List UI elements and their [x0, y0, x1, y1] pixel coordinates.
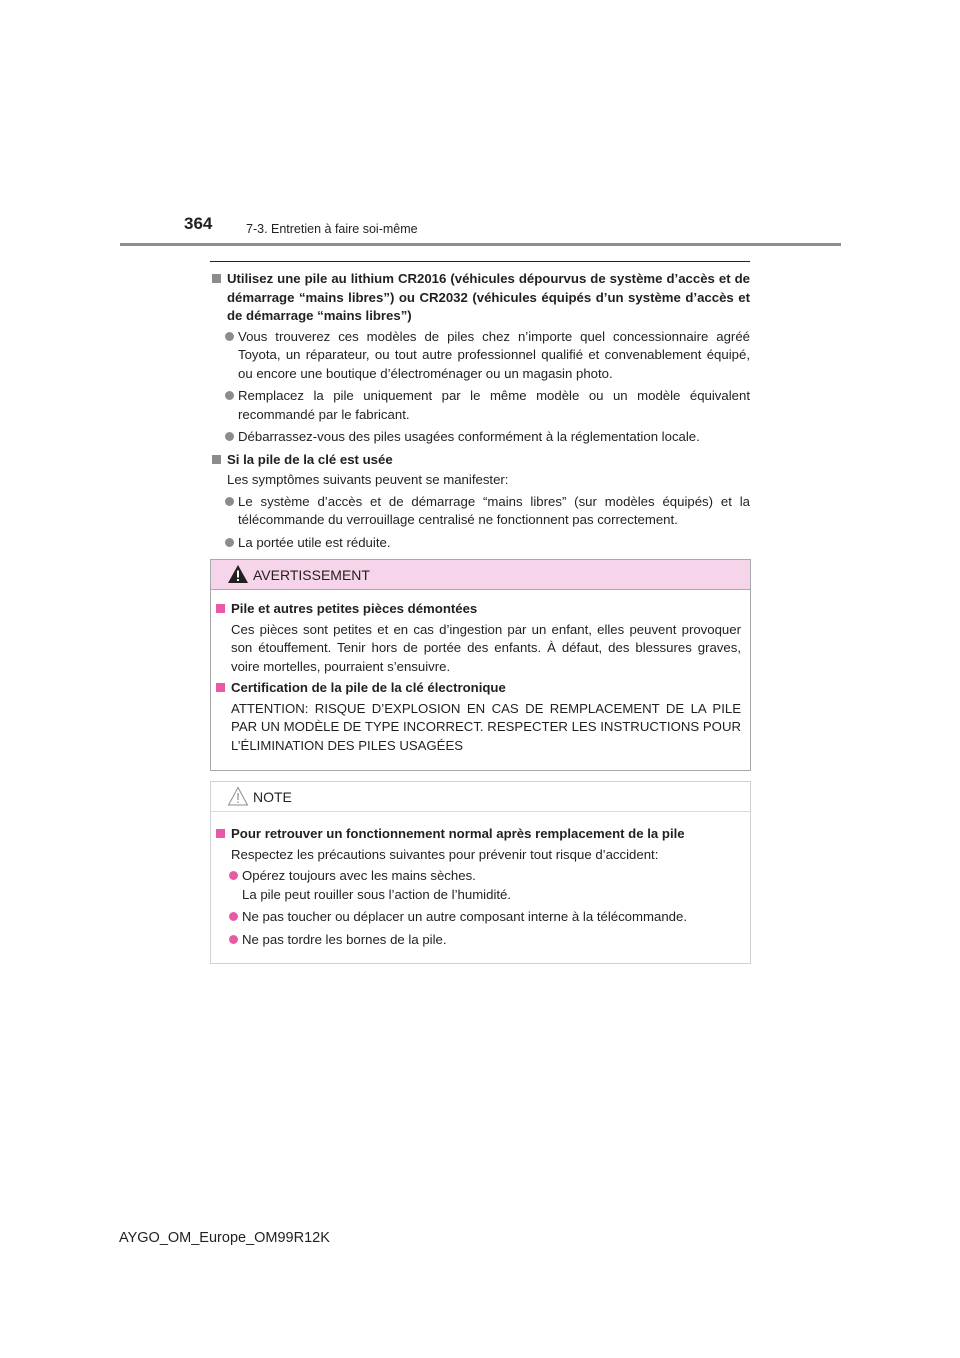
- list-item-text: La portée utile est réduite.: [238, 534, 391, 550]
- warning-label: AVERTISSEMENT: [253, 567, 370, 583]
- square-bullet-icon: [216, 829, 225, 838]
- subsection-title: Si la pile de la clé est usée: [227, 451, 393, 467]
- section-title: 7-3. Entretien à faire soi-même: [246, 222, 418, 236]
- square-bullet-icon: [216, 683, 225, 692]
- subsection-heading: [211, 451, 750, 470]
- note-header: [211, 782, 750, 812]
- caution-triangle-icon: [227, 786, 249, 806]
- list-item-text: Ne pas tordre les bornes de la pile.: [242, 931, 447, 947]
- list-item-text: Ne pas toucher ou déplacer un autre composant interne à la télécommande.: [242, 909, 687, 924]
- note-heading: [215, 825, 741, 844]
- note-box: [210, 781, 751, 964]
- round-bullet-icon: [229, 935, 238, 944]
- warning-body: [211, 590, 750, 755]
- round-bullet-icon: [229, 871, 238, 880]
- header-rule: [120, 243, 841, 246]
- list-item-text: La pile peut rouiller sous l’action de l’humidité.: [242, 886, 512, 902]
- list-item: [211, 387, 750, 424]
- round-bullet-icon: [225, 432, 234, 441]
- list-item: [211, 428, 750, 447]
- square-bullet-icon: [212, 455, 221, 464]
- round-bullet-icon: [225, 332, 234, 341]
- note-body: [211, 812, 750, 949]
- round-bullet-icon: [229, 912, 238, 921]
- list-item: [215, 908, 741, 927]
- round-bullet-icon: [225, 497, 234, 506]
- square-bullet-icon: [216, 604, 225, 613]
- list-item-text: Vous trouverez ces modèles de piles chez n’importe quel concessionnaire agréé Toyota, un réparateur, ou tout autre professionnel qualifié et convenablement équipé, ou encore une boutique d’électroménager ou un magasin photo.: [238, 328, 750, 381]
- list-item: [211, 493, 750, 530]
- subsection-title: Utilisez une pile au lithium CR2016 (véhicules dépourvus de système d’accès et de démarrage “mains libres”) ou CR2032 (véhicules équipés d’un système d’accès et de démarrage “mains libres”): [227, 271, 750, 323]
- note-intro: Respectez les précautions suivantes pour prévenir tout risque d’accident:: [231, 846, 659, 862]
- warning-box: [210, 559, 751, 771]
- round-bullet-icon: [225, 538, 234, 547]
- warning-item-text: Ces pièces sont petites et en cas d’ingestion par un enfant, elles peuvent provoquer son étouffement. Tenir hors de portée des enfants. À défaut, des blessures graves, voire mortelles, pourraient s’ensuivre.: [231, 621, 741, 674]
- list-item-text: Opérez toujours avec les mains sèches.: [242, 868, 476, 883]
- list-item: [215, 931, 741, 950]
- square-bullet-icon: [212, 274, 221, 283]
- footer-doc-id: AYGO_OM_Europe_OM99R12K: [119, 1230, 330, 1246]
- list-item: [211, 534, 750, 553]
- note-label: NOTE: [253, 789, 292, 805]
- subsection-intro: Les symptômes suivants peuvent se manifester:: [227, 472, 509, 487]
- round-bullet-icon: [225, 391, 234, 400]
- warning-item-title: Pile et autres petites pièces démontées: [231, 601, 478, 616]
- warning-item-heading: [215, 679, 741, 698]
- main-content: [211, 270, 750, 556]
- page-number: 364: [184, 214, 213, 233]
- list-item-text: Débarrassez-vous des piles usagées conformément à la réglementation locale.: [238, 429, 700, 444]
- subsection-heading: [211, 270, 750, 326]
- list-item-text: Remplacez la pile uniquement par le même modèle ou un modèle équivalent recommandé par le fabricant.: [238, 388, 750, 422]
- warning-item-text: ATTENTION: RISQUE D’EXPLOSION EN CAS DE REMPLACEMENT DE LA PILE PAR UN MODÈLE DE TYPE INCORRECT. RESPECTER LES INSTRUCTIONS POUR L’ÉLIMINATION DES PILES USAGÉES: [231, 700, 741, 753]
- list-item-text: Le système d’accès et de démarrage “mains libres” (sur modèles équipés) et la télécommande du verrouillage centralisé ne fonctionnent pas correctement.: [238, 493, 750, 527]
- top-divider: [210, 261, 750, 262]
- warning-item-heading: [215, 600, 741, 619]
- list-item: [211, 328, 750, 384]
- note-title: Pour retrouver un fonctionnement normal après remplacement de la pile: [231, 826, 685, 841]
- list-item: [215, 867, 741, 904]
- warning-triangle-icon: [227, 564, 249, 584]
- warning-item-title: Certification de la pile de la clé électronique: [231, 680, 506, 695]
- warning-header: [211, 560, 750, 590]
